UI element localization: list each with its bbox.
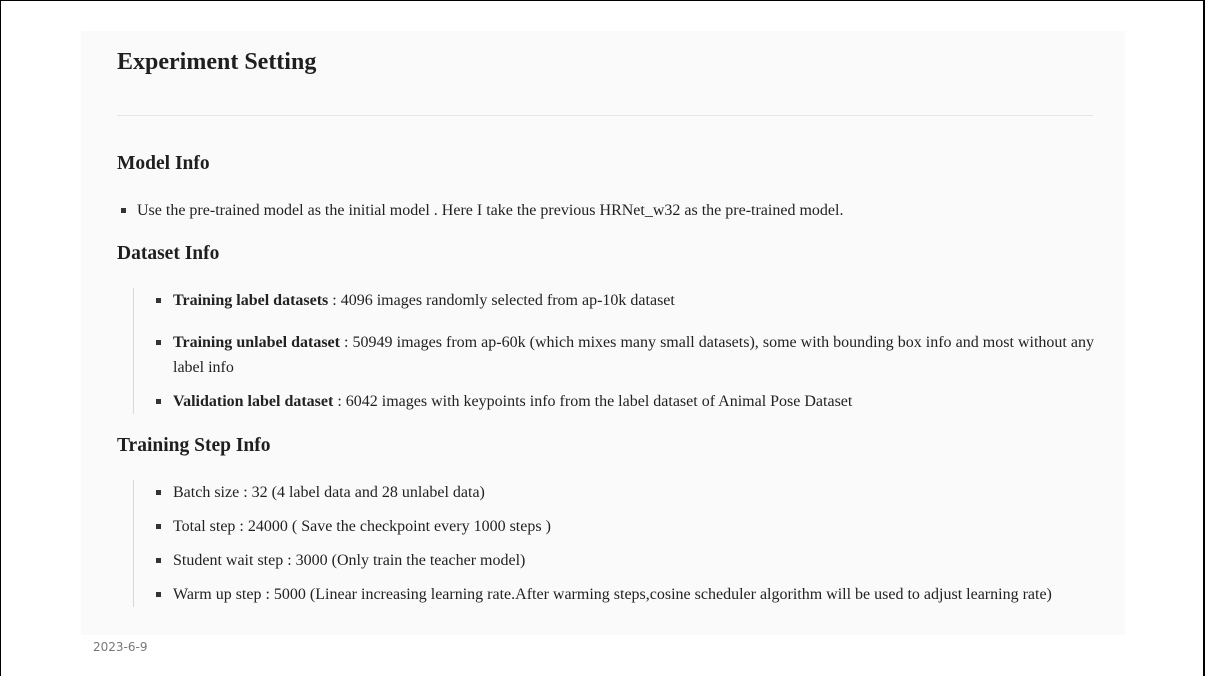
list-item (156, 582, 1094, 607)
list-item (156, 548, 1094, 573)
dataset-info-list (134, 288, 1094, 414)
list-item (156, 288, 1094, 313)
training-info-blockquote (133, 480, 1094, 607)
item-label: Training unlabel dataset (173, 334, 340, 351)
page-title: Experiment Setting (117, 49, 317, 75)
item-text: : 4096 images randomly selected from ap-10k dataset (328, 292, 675, 309)
bullet-icon (156, 592, 161, 597)
item-label: Validation label dataset (173, 393, 334, 410)
bullet-icon (156, 399, 161, 404)
model-info-list (117, 198, 1093, 223)
list-item-text: Use the pre-trained model as the initial model . Here I take the previous HRNet_w32 as the pre-trained model. (137, 202, 844, 219)
list-item (156, 514, 1094, 539)
list-item-text: Warm up step : 5000 (Linear increasing learning rate.After warming steps,cosine scheduler algorithm will be used to adjust learning rate) (173, 586, 1052, 603)
bullet-icon (156, 558, 161, 563)
list-item (156, 480, 1094, 505)
dataset-info-heading: Dataset Info (117, 243, 220, 264)
training-step-info-heading: Training Step Info (117, 435, 271, 456)
training-info-list (134, 480, 1094, 607)
slide (81, 31, 1125, 635)
item-label: Training label datasets (173, 292, 329, 309)
list-item (156, 330, 1094, 380)
bullet-icon (156, 340, 161, 345)
list-item (156, 389, 1094, 414)
title-divider (117, 115, 1093, 116)
list-item (117, 198, 1093, 223)
list-item-text: Batch size : 32 (4 label data and 28 unlabel data) (173, 484, 485, 501)
footer-date: 2023-6-9 (93, 640, 148, 654)
list-item-text: Student wait step : 3000 (Only train the teacher model) (173, 552, 526, 569)
model-info-heading: Model Info (117, 153, 210, 174)
item-text: : 6042 images with keypoints info from the label dataset of Animal Pose Dataset (333, 393, 853, 410)
bullet-icon (156, 490, 161, 495)
dataset-info-blockquote (133, 288, 1094, 414)
bullet-icon (156, 298, 161, 303)
item-text: : 50949 images from ap-60k (which mixes many small datasets), some with bounding box info and most without any label info (173, 334, 1095, 376)
list-item-text: Total step : 24000 ( Save the checkpoint every 1000 steps ) (173, 518, 551, 535)
bullet-icon (156, 524, 161, 529)
bullet-icon (121, 208, 126, 213)
